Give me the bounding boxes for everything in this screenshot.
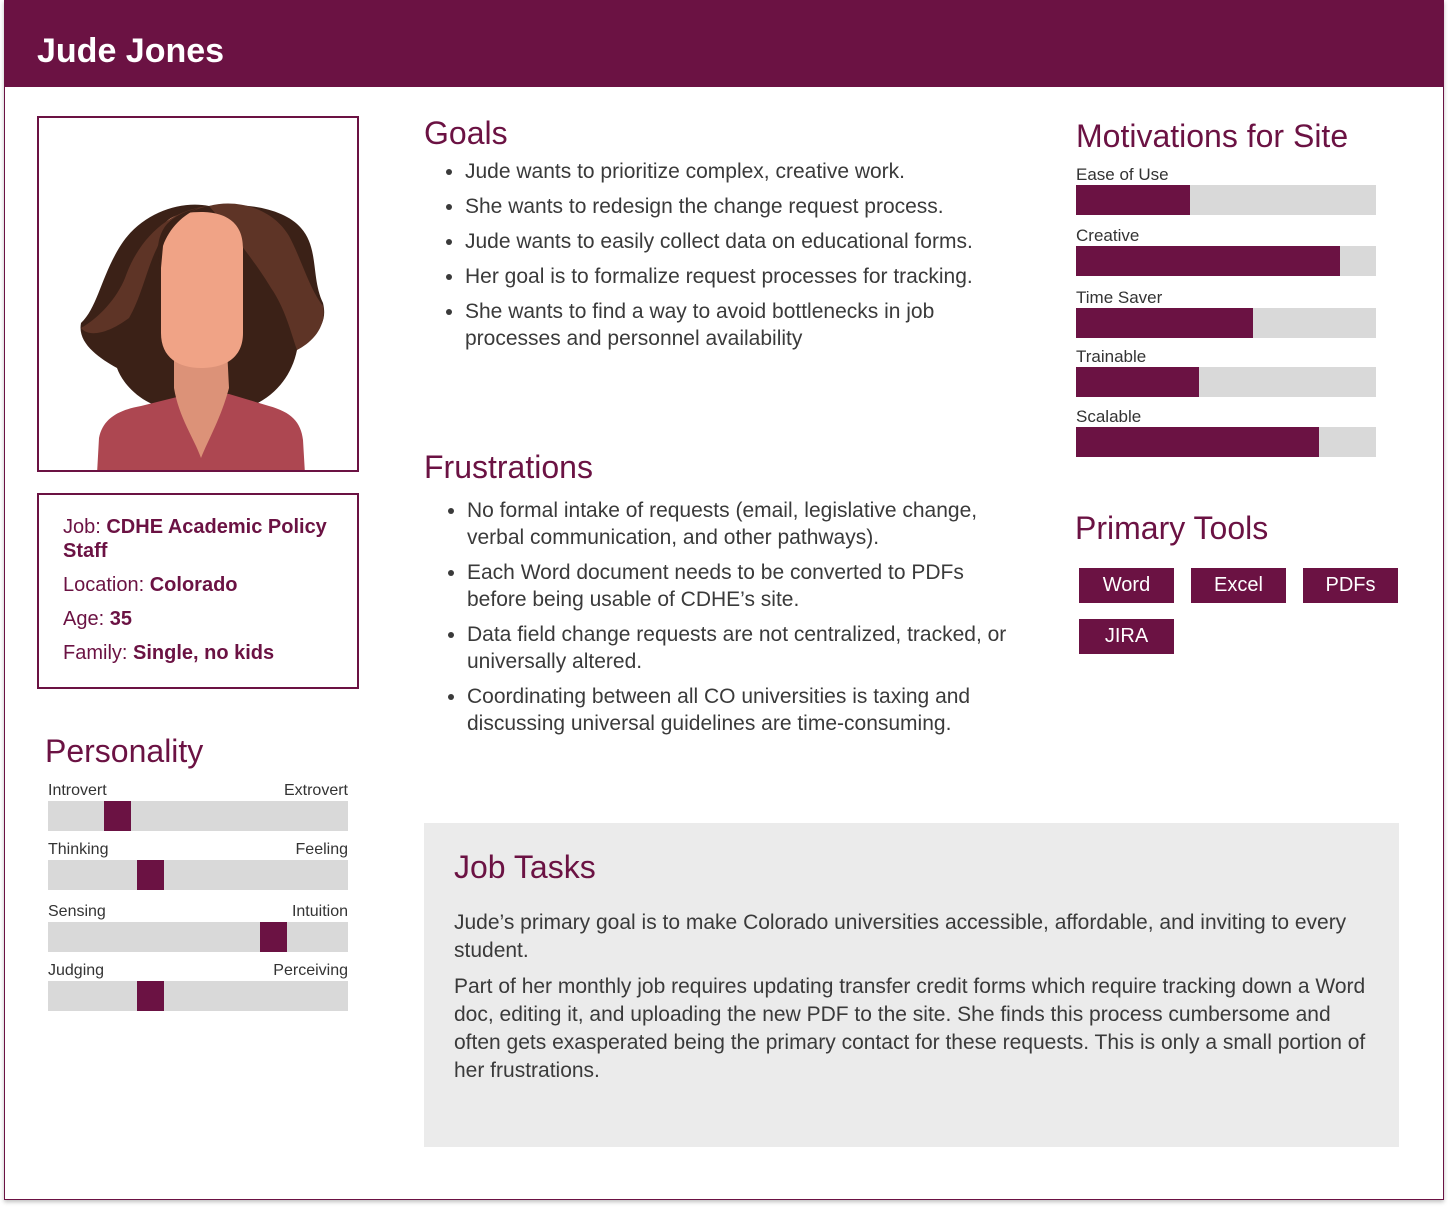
job-label: Job:	[63, 516, 107, 538]
trait-left-label: Judging	[48, 962, 105, 979]
trait-right-label: Feeling	[295, 841, 348, 858]
list-item: • Each Word document needs to be converted to PDFs before being usable of CDHE’s site.	[467, 559, 1027, 613]
goals-list	[465, 158, 1025, 360]
list-item: • Jude wants to prioritize complex, creative work.	[465, 158, 1025, 185]
tool-tag-excel: Excel	[1191, 568, 1286, 603]
age-label: Age:	[63, 608, 110, 630]
trait-marker	[137, 981, 164, 1011]
location-label: Location:	[63, 574, 150, 596]
tools-title: Primary Tools	[1075, 510, 1269, 546]
motivation-fill	[1076, 185, 1190, 215]
trait-track	[48, 922, 348, 952]
personality-title: Personality	[45, 733, 204, 769]
family-row	[63, 641, 333, 665]
motivation-label: Creative	[1076, 226, 1140, 245]
motivation-bar	[1076, 246, 1376, 276]
motivation-fill	[1076, 246, 1340, 276]
trait-slider	[48, 961, 348, 1011]
motivations-title: Motivations for Site	[1076, 118, 1349, 154]
motivation-item	[1076, 165, 1376, 215]
motivation-fill	[1076, 427, 1319, 457]
trait-track	[48, 981, 348, 1011]
list-item: • Jude wants to easily collect data on educational forms.	[465, 228, 1025, 255]
motivation-item	[1076, 347, 1376, 397]
goals-title: Goals	[424, 115, 508, 151]
job-row	[63, 515, 333, 563]
motivation-item	[1076, 288, 1376, 338]
job-tasks-panel	[424, 823, 1399, 1147]
list-item: • She wants to find a way to avoid bottlenecks in job processes and personnel availability	[465, 298, 1025, 352]
motivation-item	[1076, 407, 1376, 457]
header-bar	[5, 1, 1443, 87]
family-label: Family:	[63, 642, 133, 664]
motivation-bar	[1076, 308, 1376, 338]
frustrations-title: Frustrations	[424, 449, 593, 485]
info-box	[37, 493, 359, 689]
job-value: CDHE Academic Policy Staff	[63, 516, 327, 562]
list-item: • Data field change requests are not centralized, tracked, or universally altered.	[467, 621, 1027, 675]
motivation-bar	[1076, 427, 1376, 457]
job-tasks-paragraph: Jude’s primary goal is to make Colorado universities accessible, affordable, and inviting to every student.	[454, 911, 1347, 962]
motivation-bar	[1076, 367, 1376, 397]
trait-right-label: Extrovert	[283, 782, 348, 799]
trait-right-label: Perceiving	[273, 962, 348, 979]
tool-tag-word: Word	[1079, 568, 1174, 603]
trait-slider	[48, 781, 348, 831]
trait-left-label: Introvert	[48, 782, 107, 799]
tool-tag-jira: JIRA	[1079, 619, 1174, 654]
job-tasks-title: Job Tasks	[454, 849, 596, 885]
motivation-bar	[1076, 185, 1376, 215]
list-item: • She wants to redesign the change request process.	[465, 193, 1025, 220]
avatar-illustration	[39, 118, 359, 472]
motivation-label: Scalable	[1076, 407, 1142, 426]
trait-marker	[137, 860, 164, 890]
trait-slider	[48, 902, 348, 952]
motivation-label: Ease of Use	[1076, 165, 1169, 184]
age-value: 35	[109, 608, 132, 630]
motivation-item	[1076, 226, 1376, 276]
location-value: Colorado	[149, 574, 238, 596]
location-row	[63, 573, 333, 597]
trait-left-label: Thinking	[48, 841, 109, 858]
persona-photo	[37, 116, 359, 472]
age-row	[63, 607, 333, 631]
list-item: • Coordinating between all CO universities is taxing and discussing universal guidelines are time-consuming.	[467, 683, 1027, 737]
persona-card	[4, 0, 1444, 1200]
frustrations-list	[467, 497, 1027, 745]
trait-track	[48, 801, 348, 831]
persona-name: Jude Jones	[37, 32, 225, 70]
motivation-label: Trainable	[1076, 347, 1147, 366]
trait-marker	[260, 922, 287, 952]
tool-tag-pdfs: PDFs	[1303, 568, 1398, 603]
job-tasks-paragraph: Part of her monthly job requires updating transfer credit forms which require tracking down a Word doc, editing it, and uploading the new PDF to the site. She finds this process cumbersome and often gets exasperated being the primary contact for these requests. This is only a small portion of her frustrations.	[454, 975, 1366, 1082]
trait-marker	[104, 801, 131, 831]
trait-slider	[48, 840, 348, 890]
motivation-fill	[1076, 308, 1253, 338]
trait-track	[48, 860, 348, 890]
trait-left-label: Sensing	[48, 903, 106, 920]
trait-right-label: Intuition	[291, 903, 348, 920]
list-item: • Her goal is to formalize request processes for tracking.	[465, 263, 1025, 290]
motivation-label: Time Saver	[1076, 288, 1163, 307]
list-item: • No formal intake of requests (email, legislative change, verbal communication, and other pathways).	[467, 497, 1027, 551]
family-value: Single, no kids	[133, 642, 275, 664]
motivation-fill	[1076, 367, 1199, 397]
